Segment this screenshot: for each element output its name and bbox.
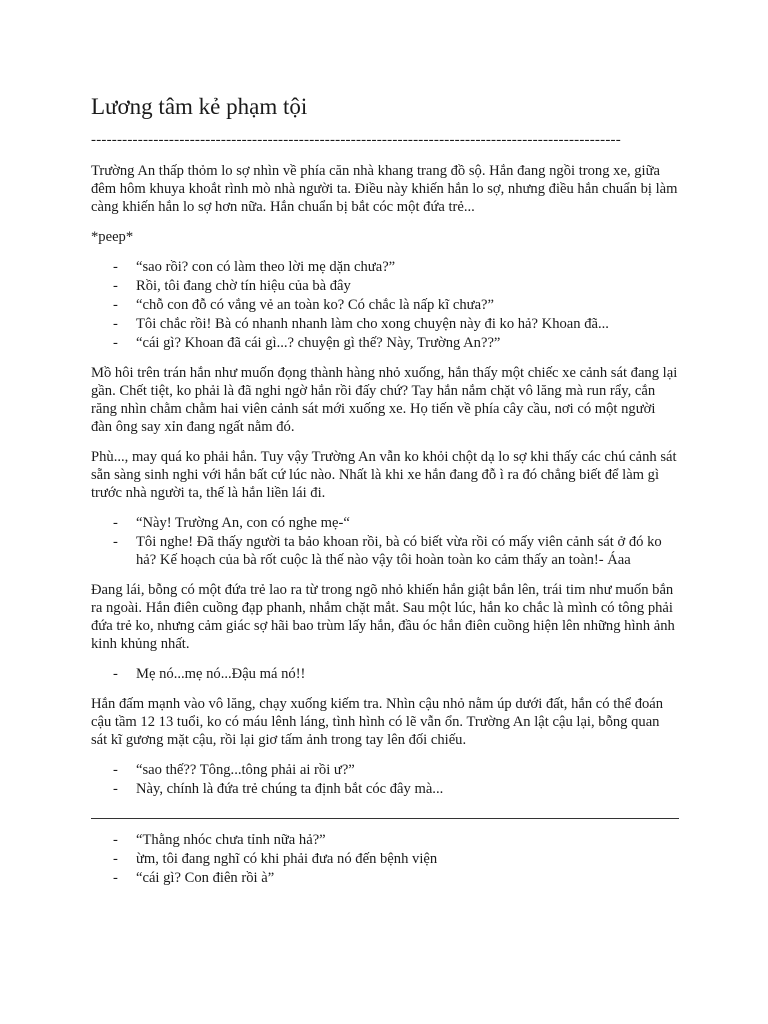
bullet-dash: - xyxy=(113,762,118,778)
bullet-dash: - xyxy=(113,870,118,886)
dashed-divider: ------------------------------------------------------------------------------------------------------ xyxy=(91,132,621,148)
bullet-dash: - xyxy=(113,851,118,867)
bullet-dash: - xyxy=(113,278,118,294)
list-item xyxy=(91,533,679,569)
bullet-dash: - xyxy=(113,297,118,313)
paragraph: Hắn đấm mạnh vào vô lăng, chạy xuống kiếm tra. Nhìn cậu nhỏ nằm úp dưới đất, hắn có thể đoán cậu tầm 12 13 tuổi, ko có máu lênh láng, tình hình có lẽ vẫn ổn. Trường An lật cậu lại, bỗng quan sát kĩ gương mặt cậu, rồi lại giơ tấm ảnh trong tay lên đối chiếu. xyxy=(91,696,664,748)
bullet-dash: - xyxy=(113,316,118,332)
list-item-text: “sao rồi? con có làm theo lời mẹ dặn chưa?” xyxy=(136,259,396,275)
list-item-text: “cái gì? Con điên rồi à” xyxy=(136,870,275,886)
list-item xyxy=(91,315,679,333)
page-title: Lương tâm kẻ phạm tội xyxy=(91,94,308,119)
bullet-dash: - xyxy=(113,515,118,531)
list-item-text: “Thằng nhóc chưa tỉnh nữa hả?” xyxy=(136,832,326,848)
list-item xyxy=(91,514,679,532)
dialogue-list xyxy=(91,258,679,352)
list-item xyxy=(91,258,679,276)
document-body xyxy=(91,162,679,899)
paragraph: Phù..., may quá ko phải hắn. Tuy vậy Trường An vẫn ko khỏi chột dạ lo sợ khi thấy các chú cảnh sát sẵn sàng sinh nghi với hắn bất cứ lúc nào. Nhất là khi xe hắn đang đỗ ì ra đó chẳng biết để làm gì trước nhà người ta, thế là hắn liền lái đi. xyxy=(91,449,677,501)
bullet-dash: - xyxy=(113,832,118,848)
bullet-dash: - xyxy=(113,666,118,682)
list-item-text: “sao thế?? Tông...tông phải ai rồi ư?” xyxy=(136,762,355,778)
list-item xyxy=(91,665,679,683)
paragraph: Mồ hôi trên trán hắn như muốn đọng thành hàng nhỏ xuống, hắn thấy một chiếc xe cảnh sát đang lại gần. Chết tiệt, ko phải là đã nghi ngờ hắn rồi đấy chứ? Tay hắn nắm chặt vô lăng mà run rẩy, cắn răng nhìn chằm chằm hai viên cảnh sát mới xuống xe. Họ tiến về phía cây cầu, nơi có một người đàn ông say xỉn đang ngất nằm đó. xyxy=(91,365,678,435)
list-item xyxy=(91,334,679,352)
list-item-text: “Này! Trường An, con có nghe mẹ-“ xyxy=(136,515,350,531)
list-item-text: Tôi nghe! Đã thấy người ta bảo khoan rồi, bà có biết vừa rồi có mấy viên cảnh sát ở đó ko hả? Kế hoạch của bà rốt cuộc là thế nào vậy tôi hoàn toàn ko cảm thấy an toàn!- Áaa xyxy=(136,534,662,568)
list-item-text: Này, chính là đứa trẻ chúng ta định bắt cóc đây mà... xyxy=(136,781,444,797)
list-item xyxy=(91,761,679,779)
dialogue-list xyxy=(91,514,679,569)
list-item xyxy=(91,277,679,295)
dialogue-list xyxy=(91,831,679,887)
list-item xyxy=(91,869,679,887)
dialogue-list xyxy=(91,761,679,798)
paragraph: Đang lái, bỗng có một đứa trẻ lao ra từ trong ngõ nhỏ khiến hắn giật bắn lên, trái tim như muốn bắn ra ngoài. Hắn điên cuồng đạp phanh, nhắm chặt mắt. Sau một lúc, hắn ko chắc là mình có tông phải đứa trẻ ko, nhưng cảm giác sợ hãi bao trùm lấy hắn, đầu óc hắn điên cuồng hiện lên những hình ảnh kinh khủng nhất. xyxy=(91,582,675,652)
list-item xyxy=(91,850,679,868)
list-item-text: “chỗ con đỗ có vắng vẻ an toàn ko? Có chắc là nấp kĩ chưa?” xyxy=(136,297,495,313)
list-item-text: “cái gì? Khoan đã cái gì...? chuyện gì thế? Này, Trường An??” xyxy=(136,335,501,351)
bullet-dash: - xyxy=(113,335,118,351)
bullet-dash: - xyxy=(113,534,118,550)
dialogue-list xyxy=(91,665,679,683)
list-item-text: Tôi chắc rồi! Bà có nhanh nhanh làm cho xong chuyện này đi ko hả? Khoan đã... xyxy=(136,316,609,332)
paragraph: *peep* xyxy=(91,229,134,245)
paragraph: Trường An thấp thỏm lo sợ nhìn về phía căn nhà khang trang đồ sộ. Hắn đang ngồi trong xe, giữa đêm hôm khuya khoắt rình mò nhà người ta. Điều này khiến hắn lo sợ, nhưng điều hắn chuẩn bị làm càng khiến hắn lo sợ hơn nữa. Hắn chuẩn bị bắt cóc một đứa trẻ... xyxy=(91,163,678,215)
bullet-dash: - xyxy=(113,781,118,797)
list-item-text: Rồi, tôi đang chờ tín hiệu của bà đây xyxy=(136,278,351,294)
section-divider xyxy=(91,818,679,819)
list-item xyxy=(91,780,679,798)
list-item-text: ừm, tôi đang nghĩ có khi phải đưa nó đến bệnh viện xyxy=(136,851,438,867)
list-item xyxy=(91,296,679,314)
list-item xyxy=(91,831,679,849)
list-item-text: Mẹ nó...mẹ nó...Đậu má nó!! xyxy=(136,666,306,682)
bullet-dash: - xyxy=(113,259,118,275)
